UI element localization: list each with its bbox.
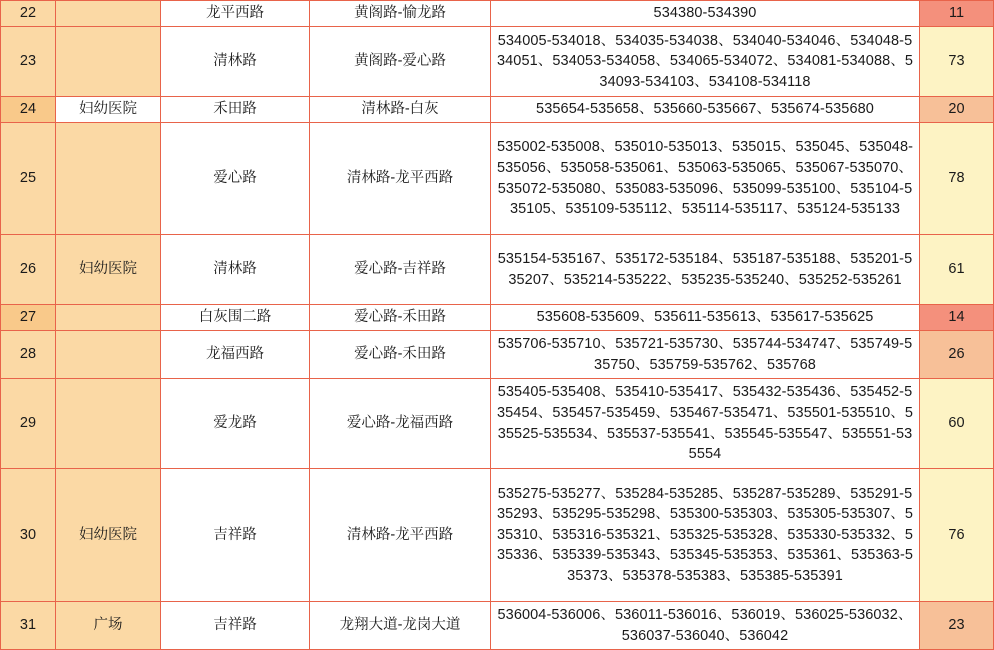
count-cell: 76 xyxy=(920,469,994,602)
number-ranges-cell: 534005-534018、534035-534038、534040-534046、534048-534051、534053-534058、534065-534072、534081-534088、534093-534103、534108-534118 xyxy=(491,27,920,97)
table-row xyxy=(1,123,994,235)
road-section-cell: 龙翔大道-龙岗大道 xyxy=(310,602,491,650)
road-section-cell: 黄阁路-愉龙路 xyxy=(310,1,491,27)
number-ranges-cell: 535706-535710、535721-535730、535744-534747、535749-535750、535759-535762、535768 xyxy=(491,331,920,379)
site-cell xyxy=(56,331,161,379)
site-cell xyxy=(56,123,161,235)
table-body xyxy=(1,1,994,650)
site-cell xyxy=(56,1,161,27)
road-cell: 清林路 xyxy=(161,27,310,97)
site-cell: 妇幼医院 xyxy=(56,97,161,123)
site-cell xyxy=(56,305,161,331)
road-section-cell: 清林路-白灰 xyxy=(310,97,491,123)
number-ranges-cell: 535154-535167、535172-535184、535187-535188、535201-535207、535214-535222、535235-535240、535252-535261 xyxy=(491,235,920,305)
number-ranges-cell: 535275-535277、535284-535285、535287-535289、535291-535293、535295-535298、535300-535303、535305-535307、535310、535316-535321、535325-535328、535330-535332、535336、535339-535343、535345-535353、535361、535363-535373、535378-535383、535385-535391 xyxy=(491,469,920,602)
road-section-cell: 爱心路-禾田路 xyxy=(310,305,491,331)
road-cell: 龙福西路 xyxy=(161,331,310,379)
row-index-cell: 30 xyxy=(1,469,56,602)
row-index-cell: 29 xyxy=(1,379,56,469)
row-index-cell: 31 xyxy=(1,602,56,650)
road-cell: 禾田路 xyxy=(161,97,310,123)
number-ranges-cell: 536004-536006、536011-536016、536019、536025-536032、536037-536040、536042 xyxy=(491,602,920,650)
row-index-cell: 25 xyxy=(1,123,56,235)
site-cell xyxy=(56,27,161,97)
road-section-cell: 爱心路-吉祥路 xyxy=(310,235,491,305)
number-ranges-cell: 535608-535609、535611-535613、535617-535625 xyxy=(491,305,920,331)
row-index-cell: 26 xyxy=(1,235,56,305)
row-index-cell: 23 xyxy=(1,27,56,97)
count-cell: 23 xyxy=(920,602,994,650)
count-cell: 60 xyxy=(920,379,994,469)
road-section-cell: 爱心路-龙福西路 xyxy=(310,379,491,469)
road-section-cell: 黄阁路-爱心路 xyxy=(310,27,491,97)
table-row xyxy=(1,379,994,469)
site-cell: 妇幼医院 xyxy=(56,235,161,305)
number-ranges-cell: 535654-535658、535660-535667、535674-535680 xyxy=(491,97,920,123)
road-cell: 清林路 xyxy=(161,235,310,305)
table-row xyxy=(1,1,994,27)
table-row xyxy=(1,469,994,602)
count-cell: 14 xyxy=(920,305,994,331)
table-row xyxy=(1,331,994,379)
row-index-cell: 24 xyxy=(1,97,56,123)
road-cell: 爱心路 xyxy=(161,123,310,235)
number-ranges-cell: 534380-534390 xyxy=(491,1,920,27)
count-cell: 73 xyxy=(920,27,994,97)
table-row xyxy=(1,602,994,650)
road-cell: 吉祥路 xyxy=(161,602,310,650)
road-section-cell: 清林路-龙平西路 xyxy=(310,123,491,235)
road-cell: 白灰围二路 xyxy=(161,305,310,331)
count-cell: 61 xyxy=(920,235,994,305)
road-section-cell: 爱心路-禾田路 xyxy=(310,331,491,379)
table-row xyxy=(1,305,994,331)
count-cell: 20 xyxy=(920,97,994,123)
table-row xyxy=(1,27,994,97)
count-cell: 11 xyxy=(920,1,994,27)
row-index-cell: 27 xyxy=(1,305,56,331)
road-cell: 吉祥路 xyxy=(161,469,310,602)
site-cell: 广场 xyxy=(56,602,161,650)
row-index-cell: 28 xyxy=(1,331,56,379)
number-ranges-cell: 535405-535408、535410-535417、535432-535436、535452-535454、535457-535459、535467-535471、535501-535510、535525-535534、535537-535541、535545-535547、535551-535554 xyxy=(491,379,920,469)
count-cell: 26 xyxy=(920,331,994,379)
number-ranges-cell: 535002-535008、535010-535013、535015、535045、535048-535056、535058-535061、535063-535065、535067-535070、535072-535080、535083-535096、535099-535100、535104-535105、535109-535112、535114-535117、535124-535133 xyxy=(491,123,920,235)
road-cell: 爱龙路 xyxy=(161,379,310,469)
road-cell: 龙平西路 xyxy=(161,1,310,27)
road-section-cell: 清林路-龙平西路 xyxy=(310,469,491,602)
table-row xyxy=(1,97,994,123)
row-index-cell: 22 xyxy=(1,1,56,27)
count-cell: 78 xyxy=(920,123,994,235)
site-cell xyxy=(56,379,161,469)
site-cell: 妇幼医院 xyxy=(56,469,161,602)
table-row xyxy=(1,235,994,305)
